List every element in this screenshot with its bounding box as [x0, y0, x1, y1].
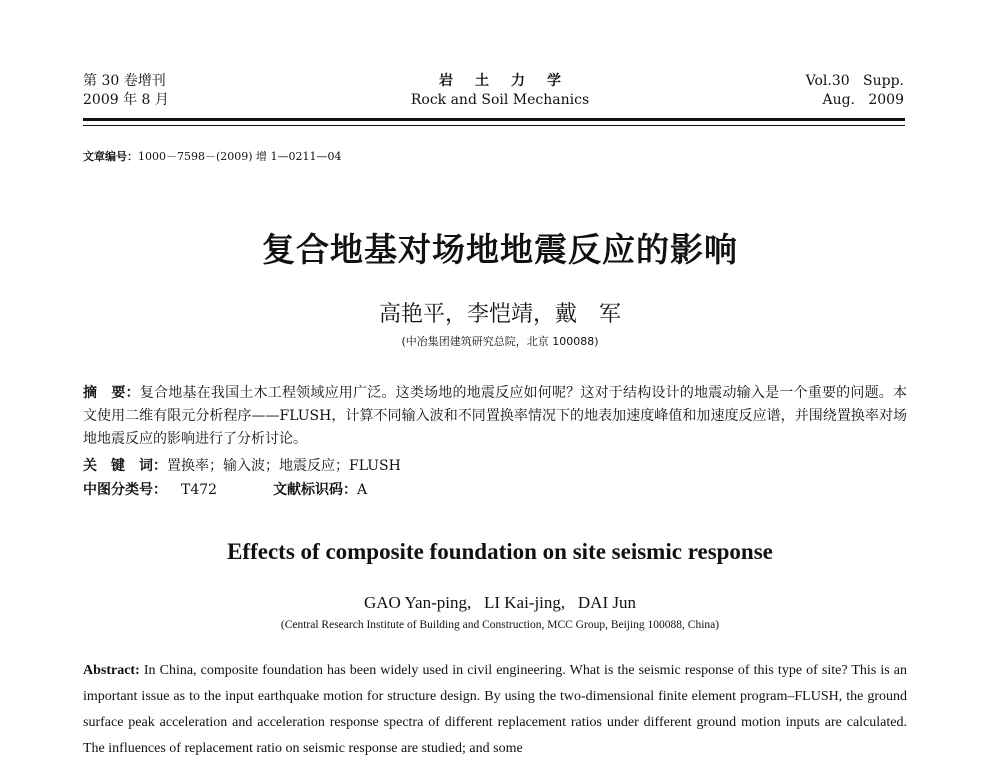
doc-code-label: 文献标识码：	[273, 482, 357, 498]
header-right	[806, 72, 904, 110]
date-cn: 2009 年 8 月	[83, 92, 169, 108]
authors-cn: 高艳平，李恺靖，戴 军	[378, 302, 621, 327]
abstract-en	[83, 658, 907, 762]
clc-code: T472	[181, 482, 218, 498]
date-en: Aug. 2009	[822, 92, 904, 108]
article-number-label: 文章编号：	[83, 150, 138, 163]
abstract-en-text: In China, composite foundation has been widely used in civil engineering. What is the seismic response of this type of site? This is an important issue as to the input earthquake motion for structure design. By using the two-dimensional finite element program–FLUSH, the ground surface peak acceleration and acceleration response spectra of different replacement ratios under different ground motion inputs are calculated. The influences of replacement ratio on seismic response are studied; and some	[83, 663, 907, 756]
article-number-value: 1000－7598－(2009) 增 1—0211—04	[138, 150, 342, 163]
volume-en: Vol.30 Supp.	[805, 73, 904, 89]
doc-code-group	[273, 479, 367, 499]
doc-code-value: A	[357, 482, 368, 498]
title-cn: 复合地基对场地地震反应的影响	[262, 230, 738, 269]
clc-label: 中图分类号：	[83, 482, 167, 498]
affiliation-cn: (中冶集团建筑研究总院，北京 100088)	[401, 335, 599, 348]
abstract-en-label: Abstract:	[83, 663, 140, 678]
abstract-cn-label: 摘 要：	[83, 385, 140, 401]
title-en: Effects of composite foundation on site seismic response	[227, 539, 773, 564]
authors-en: GAO Yan-ping, LI Kai-jing, DAI Jun	[364, 593, 636, 612]
journal-title-en: Rock and Soil Mechanics	[410, 92, 590, 108]
header-center	[380, 72, 620, 110]
keywords-cn-label: 关 键 词：	[83, 458, 167, 474]
article-number	[83, 148, 342, 164]
keywords-cn	[83, 455, 401, 475]
affiliation-en: (Central Research Institute of Building and Construction, MCC Group, Beijing 100088, China)	[280, 619, 720, 631]
header-left	[83, 72, 169, 110]
header-rule-thick	[83, 118, 905, 121]
abstract-cn	[83, 382, 907, 451]
classification	[83, 479, 913, 499]
journal-title-cn: 岩土力学	[439, 73, 583, 89]
volume-cn: 第 30 卷增刊	[83, 73, 166, 89]
abstract-cn-text: 复合地基在我国土木工程领域应用广泛。这类场地的地震反应如何呢？这对于结构设计的地震动输入是一个重要的问题。本文使用二维有限元分析程序——FLUSH，计算不同输入波和不同置换率情况下的地表加速度峰值和加速度反应谱，并围绕置换率对场地地震反应的影响进行了分析讨论。	[83, 385, 907, 447]
keywords-cn-text: 置换率；输入波；地震反应；FLUSH	[167, 458, 401, 474]
header-rule-thin	[83, 125, 905, 126]
